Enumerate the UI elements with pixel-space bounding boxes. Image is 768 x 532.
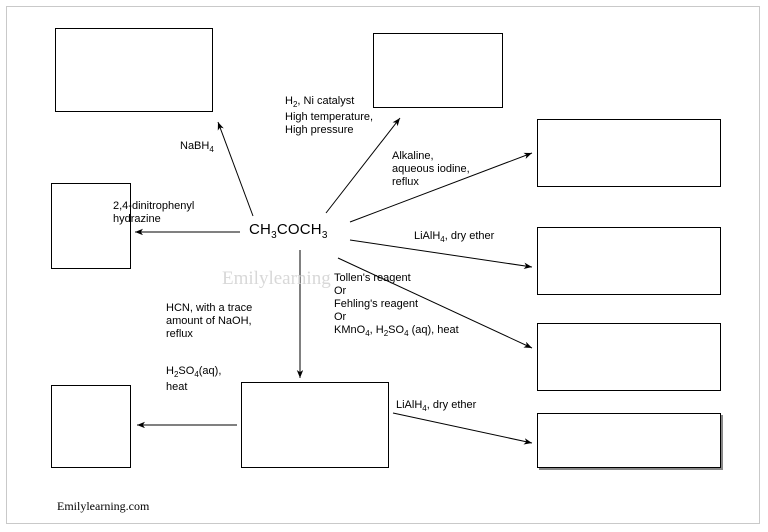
answer-box-right-2[interactable]	[537, 227, 721, 295]
answer-box-left-middle[interactable]	[51, 183, 131, 269]
reagent-label-sulfuric-acid: $H_2SO_4(aq)$, heat	[166, 365, 222, 394]
reagent-label-hcn: HCN, with a trace amount of NaOH, reflux	[166, 302, 253, 340]
formula-sub-2: 3	[321, 230, 328, 241]
formula-sub-1: 3	[271, 230, 277, 241]
reagent-label-nabh4: NaBH$_4$	[180, 140, 214, 155]
answer-box-right-3[interactable]	[537, 323, 721, 391]
formula-coch: COCH	[276, 221, 322, 238]
watermark-text: Emilylearning	[222, 268, 331, 289]
center-molecule-formula	[249, 221, 328, 241]
reagent-label-dnph: 2,4-dinitrophenyl hydrazine	[113, 200, 195, 225]
answer-box-right-4[interactable]	[537, 413, 721, 468]
answer-box-top-left[interactable]	[55, 28, 213, 112]
answer-box-bottom-center[interactable]	[241, 382, 389, 468]
answer-box-top-right[interactable]	[373, 33, 503, 108]
reagent-label-hydrogen-nickel: $H_2$, Ni catalyst High temperature, High pressure	[285, 95, 374, 137]
answer-box-right-1[interactable]	[537, 119, 721, 187]
credit-text: Emilylearning.com	[57, 499, 150, 513]
reagent-label-lialh4-lower: LiAlH$_4$, dry ether	[396, 399, 477, 414]
answer-box-bottom-left[interactable]	[51, 385, 131, 468]
reagent-label-lialh4-upper: LiAlH$_4$, dry ether	[414, 230, 495, 245]
formula-ch: CH	[249, 221, 272, 238]
reagent-label-oxidising-agents: Tollen's reagent Or Fehling's reagent Or KMnO$_4$, $H_2SO_4$ (aq), heat	[334, 272, 459, 339]
reagent-label-alkaline-iodine: Alkaline, aqueous iodine, reflux	[392, 150, 470, 188]
